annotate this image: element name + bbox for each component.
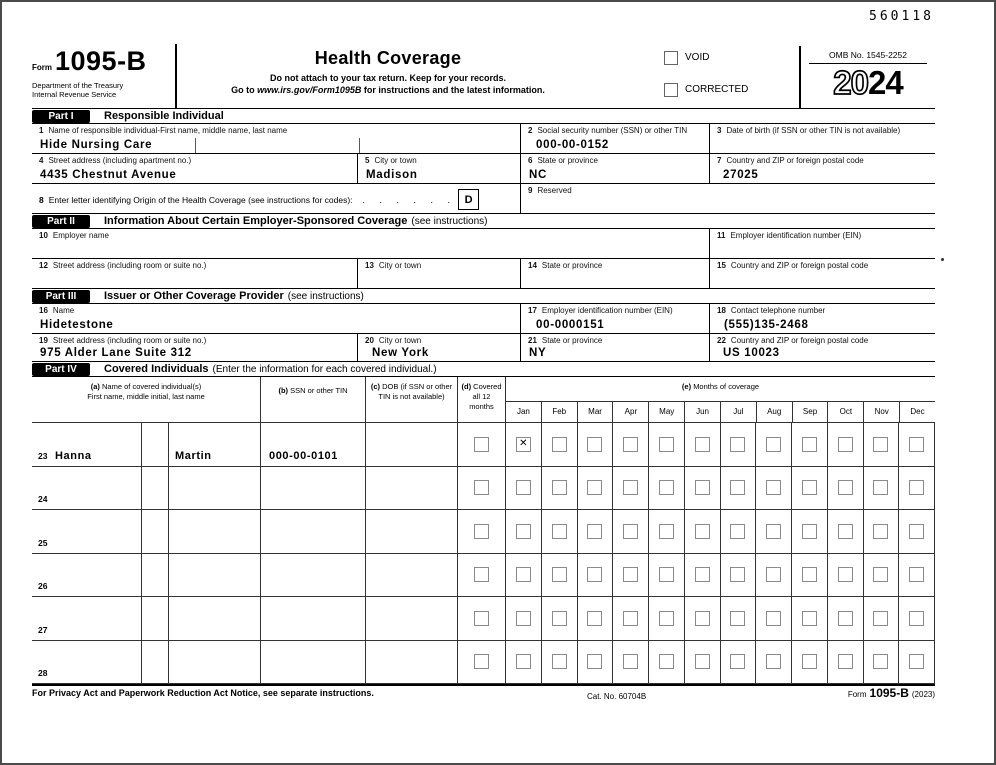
ssn-value[interactable]: 000-00-0152 [536,139,609,151]
month-checkbox-sep-row-28[interactable] [802,654,817,669]
origin-code-box[interactable]: D [458,189,479,210]
month-checkbox-feb-row-26[interactable] [552,567,567,582]
field-12-employer-street: 12 Street address (including room or suite no.) [39,261,207,270]
row-number: 25 [38,537,48,548]
covered-individual-row-26 [32,554,935,598]
col-header-months: (e) Months of coverage Jan Feb Mar Apr May Jun Jul Aug Sep Oct Nov Dec [505,377,935,422]
month-checkbox-sep-row-24[interactable] [802,480,817,495]
covered-dob[interactable] [365,467,457,510]
tax-year: 2024 [833,64,903,101]
covered-all-12-months-checkbox-row-27[interactable] [474,611,489,626]
field-6-state: 6 State or province NC [520,154,709,183]
row-number: 27 [38,624,48,635]
month-checkbox-may-row-27[interactable] [659,611,674,626]
scan-artifact-dot [941,258,944,261]
month-checkbox-dec-row-28[interactable] [909,654,924,669]
month-col-jan: Jan [516,406,530,416]
irs-url: www.irs.gov/Form1095B [257,85,362,95]
part1-band [32,109,935,124]
month-checkbox-feb-row-24[interactable] [552,480,567,495]
month-col-feb: Feb [541,402,577,422]
part1-row1 [32,124,935,154]
month-checkbox-jul-row-27[interactable] [730,611,745,626]
issuer-zip-value[interactable]: US 10023 [723,347,780,359]
corrected-label: CORRECTED [685,84,749,95]
month-checkbox-mar-row-24[interactable] [587,480,602,495]
name-subdivider [359,138,360,153]
month-checkbox-jan-row-25[interactable] [516,524,531,539]
month-checkbox-sep-row-23[interactable] [802,437,817,452]
month-checkbox-nov-row-25[interactable] [873,524,888,539]
form-note2: Go to www.irs.gov/Form1095B for instructions and the latest information. [231,85,545,95]
covered-all-12-months-checkbox-row-26[interactable] [474,567,489,582]
month-checkbox-nov-row-28[interactable] [873,654,888,669]
month-checkbox-aug-row-24[interactable] [766,480,781,495]
month-checkbox-may-row-23[interactable] [659,437,674,452]
month-checkbox-apr-row-23[interactable] [623,437,638,452]
covered-dob[interactable] [365,641,457,684]
month-col-sep: Sep [792,402,828,422]
form-number-block [32,44,177,108]
covered-first-name[interactable]: Hanna [55,449,92,462]
month-checkbox-jun-row-27[interactable] [695,611,710,626]
month-checkbox-mar-row-27[interactable] [587,611,602,626]
covered-middle-initial[interactable] [142,510,169,553]
month-checkbox-jul-row-25[interactable] [730,524,745,539]
month-col-jul: Jul [720,402,756,422]
field-17-issuer-ein: 17 Employer identification number (EIN) 00-0000151 [520,304,709,333]
part2-title-note: (see instructions) [411,215,488,227]
month-checkbox-aug-row-25[interactable] [766,524,781,539]
month-checkbox-feb-row-25[interactable] [552,524,567,539]
covered-all-12-months-checkbox-row-28[interactable] [474,654,489,669]
month-checkbox-jun-row-23[interactable] [695,437,710,452]
month-checkbox-jan-row-28[interactable] [516,654,531,669]
month-checkbox-jun-row-24[interactable] [695,480,710,495]
month-col-dec: Dec [899,402,935,422]
month-checkbox-jul-row-28[interactable] [730,654,745,669]
dept-line2: Internal Revenue Service [32,90,117,100]
field-2-ssn: 2 Social security number (SSN) or other TIN 000-00-0152 [520,124,709,153]
responsible-name-value[interactable]: Hide Nursing Care [40,139,153,151]
month-checkbox-oct-row-28[interactable] [838,654,853,669]
col-header-name: (a) Name of covered individual(s) First name, middle initial, last name [87,382,205,402]
month-col-may: May [648,402,684,422]
covered-all-12-months-checkbox-row-24[interactable] [474,480,489,495]
covered-ssn[interactable]: 000-00-0101 [269,449,338,462]
field-9-reserved: 9 Reserved [520,184,935,213]
month-checkbox-jul-row-24[interactable] [730,480,745,495]
zip-value[interactable]: 27025 [723,169,759,181]
month-checkbox-jul-row-23[interactable] [730,437,745,452]
month-col-aug: Aug [756,402,792,422]
field-11-employer-ein: 11 Employer identification number (EIN) [709,229,935,258]
part3-tag: Part III [32,290,90,303]
col-header-dob: (c) DOB (if SSN or other TIN is not available) [365,377,457,422]
form-number: 1095-B [55,46,147,76]
field-7-zip: 7 Country and ZIP or foreign postal code 27025 [709,154,935,183]
form-note1: Do not attach to your tax return. Keep for your records. [269,73,507,83]
omb-number: OMB No. 1545-2252 [809,50,927,64]
col-header-ssn: (b) SSN or other TIN [260,377,365,422]
covered-all-12-months-checkbox-row-25[interactable] [474,524,489,539]
issuer-ein-value[interactable]: 00-0000151 [536,319,605,331]
month-checkbox-jun-row-28[interactable] [695,654,710,669]
month-checkbox-feb-row-27[interactable] [552,611,567,626]
month-checkbox-nov-row-23[interactable] [873,437,888,452]
month-checkbox-sep-row-26[interactable] [802,567,817,582]
form-header [32,44,935,108]
month-checkbox-may-row-24[interactable] [659,480,674,495]
month-checkbox-apr-row-27[interactable] [623,611,638,626]
field-21-issuer-state: 21 State or province NY [520,334,709,361]
covered-middle-initial[interactable] [142,554,169,597]
month-checkbox-may-row-26[interactable] [659,567,674,582]
month-checkbox-jul-row-26[interactable] [730,567,745,582]
field-5-city: 5 City or town Madison [357,154,520,183]
dot-leader: . . . . . . [362,194,451,205]
part1-tag: Part I [32,110,90,123]
month-checkbox-oct-row-24[interactable] [838,480,853,495]
part3-band [32,289,935,304]
field-18-contact-phone: 18 Contact telephone number (555)135-2468 [709,304,935,333]
void-corrected-block [664,50,794,114]
covered-middle-initial[interactable] [142,423,169,466]
part4-title-note: (Enter the information for each covered individual.) [212,363,437,375]
void-label: VOID [685,52,710,63]
field-14-employer-state: 14 State or province [520,259,709,288]
month-checkbox-jan-row-23[interactable]: ✕ [516,437,531,452]
form-word: Form [32,63,52,72]
month-checkbox-nov-row-24[interactable] [873,480,888,495]
month-checkbox-jan-row-26[interactable] [516,567,531,582]
month-checkbox-dec-row-24[interactable] [909,480,924,495]
month-checkbox-aug-row-23[interactable] [766,437,781,452]
part2-row2 [32,259,935,289]
covered-last-name[interactable]: Martin [175,449,212,462]
month-checkbox-may-row-25[interactable] [659,524,674,539]
field-13-employer-city: 13 City or town [357,259,520,288]
street-value[interactable]: 4435 Chestnut Avenue [40,169,177,181]
footer-form-id: Form 1095-B (2023) [847,686,935,700]
covered-dob[interactable] [365,510,457,553]
month-checkbox-aug-row-26[interactable] [766,567,781,582]
month-checkbox-dec-row-26[interactable] [909,567,924,582]
field-3-dob: 3 Date of birth (if SSN or other TIN is not available) [709,124,935,153]
part2-tag: Part II [32,215,90,228]
omb-year-block [799,46,935,108]
month-col-jun: Jun [684,402,720,422]
month-checkbox-nov-row-27[interactable] [873,611,888,626]
field-4-street: 4 Street address (including apartment no.) 4435 Chestnut Avenue [39,156,192,181]
month-checkbox-may-row-28[interactable] [659,654,674,669]
month-col-oct: Oct [827,402,863,422]
row-number: 23 [38,450,48,461]
month-col-apr: Apr [612,402,648,422]
month-checkbox-mar-row-28[interactable] [587,654,602,669]
field-20-issuer-city: 20 City or town New York [357,334,520,361]
part1-row2 [32,154,935,184]
covered-dob[interactable] [365,423,457,466]
catalog-number: Cat. No. 60704B [587,692,647,701]
covered-individuals-rows [32,423,935,684]
covered-all-12-months-checkbox-row-23[interactable] [474,437,489,452]
month-checkbox-apr-row-26[interactable] [623,567,638,582]
month-checkbox-jan-row-24[interactable] [516,480,531,495]
covered-individual-row-28 [32,641,935,685]
field-15-employer-zip: 15 Country and ZIP or foreign postal code [709,259,935,288]
col-header-covered-12: (d) Covered all 12 months [457,377,505,422]
covered-individual-row-27 [32,597,935,641]
part4-band [32,362,935,377]
footer-divider [32,684,935,686]
covered-individual-row-25 [32,510,935,554]
form-1095b [32,2,935,765]
month-checkbox-jun-row-26[interactable] [695,567,710,582]
month-checkbox-jun-row-25[interactable] [695,524,710,539]
month-checkbox-dec-row-23[interactable] [909,437,924,452]
month-checkbox-mar-row-26[interactable] [587,567,602,582]
field-1-responsible-name: 1 Name of responsible individual-First name, middle name, last name Hide Nursing Care [32,124,520,153]
issuer-state-value[interactable]: NY [529,347,547,359]
part2-title: Information About Certain Employer-Sponsored Coverage [104,215,408,227]
month-checkbox-oct-row-23[interactable] [838,437,853,452]
covered-individual-row-23 [32,423,935,467]
form-title: Health Coverage [314,48,462,68]
month-checkbox-sep-row-27[interactable] [802,611,817,626]
month-checkbox-feb-row-28[interactable] [552,654,567,669]
void-checkbox[interactable] [664,51,678,65]
part4-tag: Part IV [32,363,90,376]
covered-middle-initial[interactable] [142,467,169,510]
form-title-block [177,44,599,108]
covered-individuals-header [32,377,935,423]
row-number: 24 [38,494,48,504]
name-subdivider [195,138,196,153]
issuer-city-value[interactable]: New York [372,347,429,359]
month-checkbox-oct-row-25[interactable] [838,524,853,539]
part1-title: Responsible Individual [104,110,224,122]
month-checkbox-sep-row-25[interactable] [802,524,817,539]
month-checkbox-apr-row-28[interactable] [623,654,638,669]
month-checkbox-aug-row-27[interactable] [766,611,781,626]
month-checkbox-oct-row-26[interactable] [838,567,853,582]
covered-individual-row-24 [32,467,935,511]
covered-dob[interactable] [365,597,457,640]
field-19-issuer-street: 19 Street address (including room or suite no.) 975 Alder Lane Suite 312 [39,336,207,359]
month-checkbox-dec-row-25[interactable] [909,524,924,539]
month-checkbox-apr-row-25[interactable] [623,524,638,539]
month-checkbox-jan-row-27[interactable] [516,611,531,626]
issuer-name-value[interactable]: Hidetestone [40,319,114,331]
covered-dob[interactable] [365,554,457,597]
field-22-issuer-zip: 22 Country and ZIP or foreign postal code US 10023 [709,334,935,361]
month-col-mar: Mar [577,402,613,422]
covered-middle-initial[interactable] [142,641,169,684]
part2-band [32,214,935,229]
contact-phone-value[interactable]: (555)135-2468 [724,319,809,331]
part4-title: Covered Individuals [104,363,209,375]
month-col-nov: Nov [863,402,899,422]
month-checkbox-nov-row-26[interactable] [873,567,888,582]
part1-row3 [32,184,935,214]
part3-title-note: (see instructions) [287,290,364,302]
city-value[interactable]: Madison [366,169,418,181]
row-number: 28 [38,668,48,678]
part3-row1 [32,304,935,334]
month-checkbox-feb-row-23[interactable] [552,437,567,452]
state-value[interactable]: NC [529,169,548,181]
month-checkbox-mar-row-23[interactable] [587,437,602,452]
months-header-row [506,401,935,422]
privacy-notice: For Privacy Act and Paperwork Reduction Act Notice, see separate instructions. [32,688,374,698]
field-10-employer-name: 10 Employer name [39,231,109,240]
dept-line1: Department of the Treasury [32,81,124,90]
month-checkbox-oct-row-27[interactable] [838,611,853,626]
month-checkbox-dec-row-27[interactable] [909,611,924,626]
corrected-checkbox[interactable] [664,83,678,97]
covered-middle-initial[interactable] [142,597,169,640]
part3-row2 [32,334,935,362]
field-16-issuer-name: 16 Name Hidetestone [39,306,114,331]
part2-row1 [32,229,935,259]
serial-number: 560118 [869,9,934,24]
month-checkbox-mar-row-25[interactable] [587,524,602,539]
month-checkbox-aug-row-28[interactable] [766,654,781,669]
month-checkbox-apr-row-24[interactable] [623,480,638,495]
part3-title: Issuer or Other Coverage Provider [104,290,284,302]
field-8-origin-code: 8 Enter letter identifying Origin of the Health Coverage (see instructions for codes): . . . . . . D [32,184,520,213]
issuer-street-value[interactable]: 975 Alder Lane Suite 312 [40,347,192,359]
row-number: 26 [38,581,48,591]
